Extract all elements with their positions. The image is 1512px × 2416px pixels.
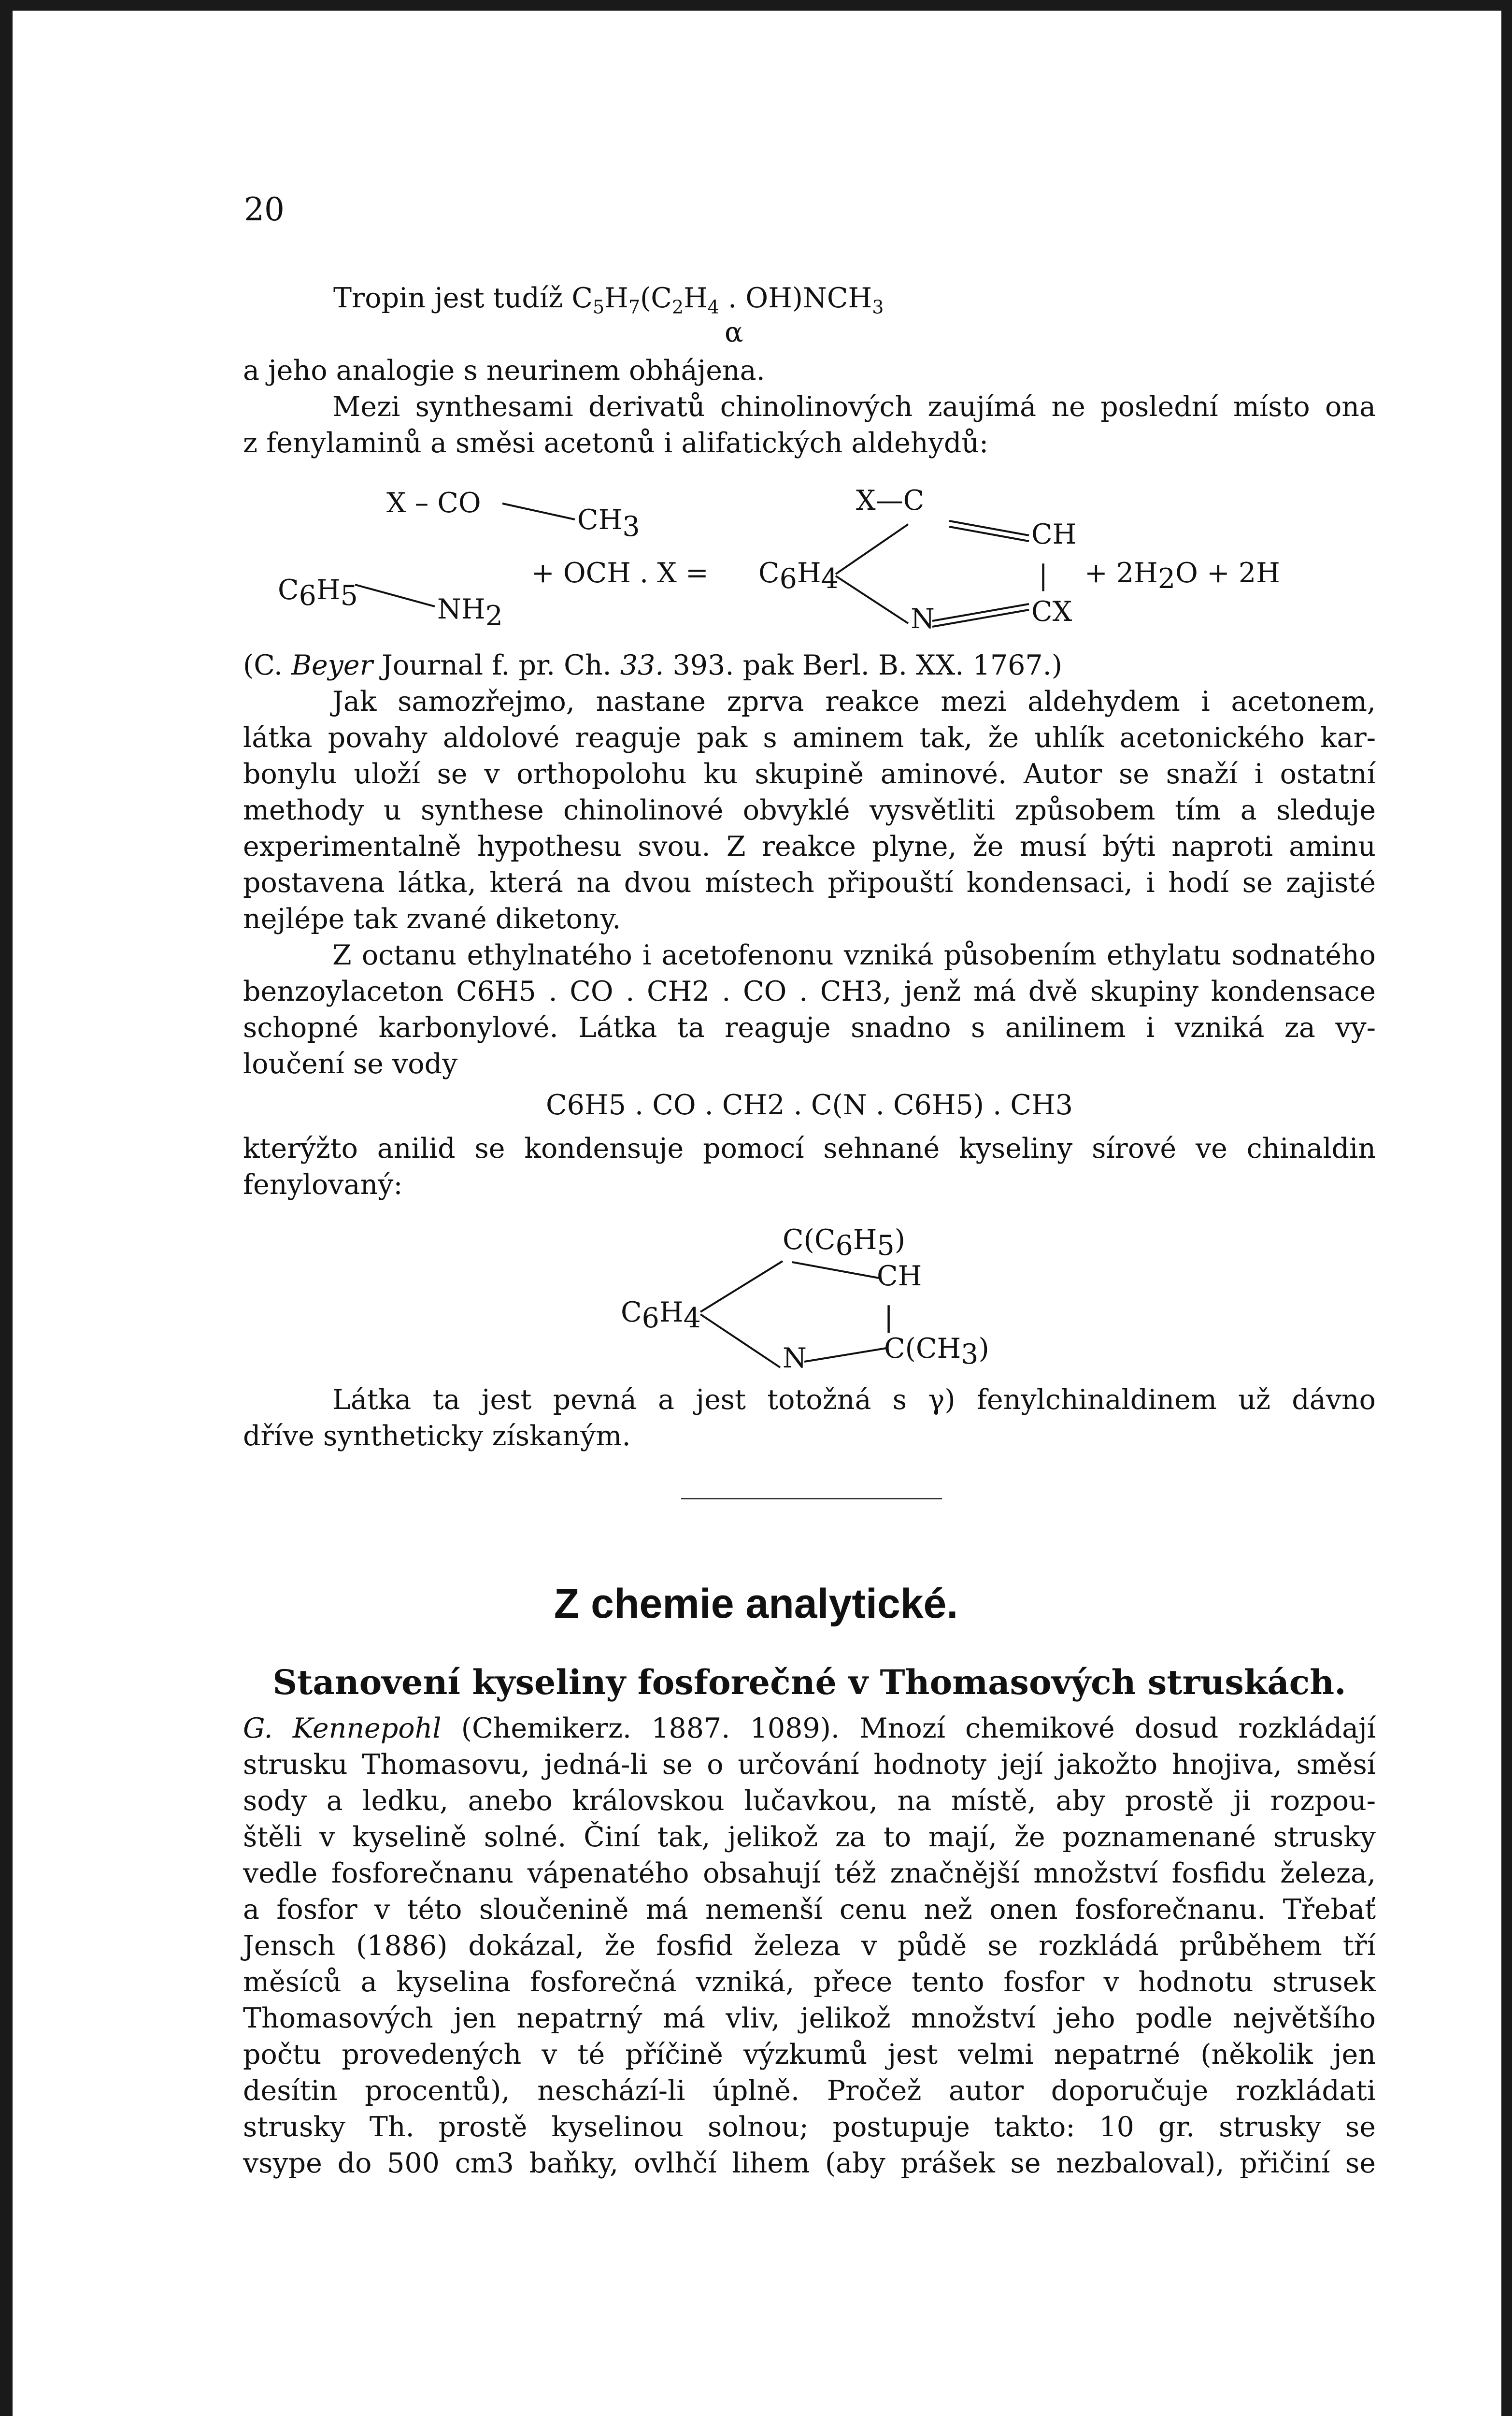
page-number: 20 [244,191,285,228]
latka-line1: Látka ta jest pevná a jest totožná s γ) fenylchinaldinem už dávno [332,1384,1376,1416]
article-first-line [243,1711,1376,1747]
label-c-c6h5: C(C6H5) [783,1224,905,1262]
label-x-co: X – CO [386,487,481,519]
article-line: počtu provedených v té příčině výzkumů jest velmi nepatrné (několik jen [243,2039,1376,2071]
explain-line: experimentalně hypothesu svou. Z reakce plyne, že musí býti naproti aminu [243,831,1376,863]
article-line: sody a ledku, anebo královskou lučavkou, na místě, aby prostě ji rozpou- [243,1785,1376,1817]
bond-c6h4-bottom [700,1314,780,1367]
anilid-line2: fenylovaný: [243,1169,403,1201]
section-title: Z chemie analytické. [554,1581,958,1627]
tropin-formula: $C_5H_7(C_2H_4$ . $OH)NCH_3$ [571,282,884,318]
explain-line: nejlépe tak zvané diketony. [243,903,621,935]
label-c-ch3: C(CH3) [884,1333,989,1370]
article-title: Stanovení kyseliny fosforečné v Thomasových struskách. [272,1662,1346,1702]
label-x-c: X—C [856,485,925,517]
article-line: vedle fosforečnanu vápenatého obsahují též značnější množství fosfidu železa, [243,1857,1376,1889]
explain-line: látka povahy aldolové reaguje pak s aminem tak, že uhlík acetonického kar- [243,722,1376,754]
ref-author: Beyer [291,649,373,681]
anilid-line1: kterýžto anilid se kondensuje pomocí sehnané kyseliny sírové ve chinaldin [243,1133,1376,1165]
tropin-line2: a jeho analogie s neurinem obhájena. [243,355,765,387]
label-c6h4: C6H4 [758,557,839,595]
bond-c-ch [792,1262,879,1278]
ref-journal: Journal f. pr. Ch. [382,649,612,681]
label-cx: CX [1031,596,1072,628]
explain-line: bonylu uloží se v orthopolohu ku skupině aminové. Autor se snaží i ostatní [243,758,1376,790]
article-line: vsype do 500 cm3 baňky, ovlhčí lihem (aby prášek se nezbaloval), přičiní se [243,2147,1376,2179]
label-c6h4: C6H4 [621,1296,701,1334]
article-line: Thomasových jen nepatrný má vliv, jelikož množství jeho podle největšího [243,2002,1376,2034]
article-author: G. Kennepohl [243,1712,442,1744]
article-line: strusky Th. prostě kyselinou solnou; postupuje takto: 10 gr. strusky se [243,2111,1376,2143]
label-c6h5: C6H5 [278,574,358,612]
article-line: měsíců a kyselina fosforečná vzniká, přece tento fosfor v hodnotu strusek [243,1966,1376,1998]
octan-line: benzoylaceton C6H5 . CO . CH2 . CO . CH3, jenž má dvě skupiny kondensace [243,976,1376,1007]
section-divider [681,1498,942,1499]
label-n: N [783,1342,807,1374]
octan-line: schopné karbonylové. Látka ta reaguje snadno s anilinem i vzniká za vy- [243,1012,1376,1044]
label-bar: | [884,1301,894,1333]
label-ch3: CH3 [577,504,640,543]
label-ch: CH [877,1260,922,1292]
ref-rest: 393. pak Berl. B. XX. 1767.) [672,649,1062,681]
ref-volume: 33. [620,649,664,681]
label-plus-och: + OCH . X = [531,557,709,589]
label-ch: CH [1031,518,1077,550]
label-bar: | [1039,560,1048,591]
octan-line: Z octanu ethylnatého i acetofenonu vzniká působením ethylatu sodnatého [332,939,1376,971]
label-n: N [911,603,935,635]
article-line: Jensch (1886) dokázal, že fosfid železa v půdě se rozkládá průběhem tří [243,1930,1376,1962]
synthesis-line1: Mezi synthesami derivatů chinolinových zaujímá ne poslední místo ona [332,391,1376,423]
ref-open: (C. [243,649,283,681]
synthesis-line2: z fenylaminů a směsi acetonů i alifatických aldehydů: [243,427,989,459]
article-ref: (Chemikerz. 1887. 1089). [461,1712,840,1744]
explain-line: postavena látka, která na dvou místech připouští kondensaci, i hodí se zajisté [243,867,1376,899]
bond-c6h4-top [700,1261,783,1312]
latka-line2: dříve syntheticky získaným. [243,1420,631,1452]
octan-line: loučení se vody [243,1048,458,1080]
explain-line: methody u synthese chinolinové obvyklé vysvětliti způsobem tím a sleduje [243,794,1376,826]
formula-anilid: C6H5 . CO . CH2 . C(N . C6H5) . CH3 [546,1089,1073,1121]
bond-n-c [804,1348,886,1362]
label-products: + 2H2O + 2H [1084,557,1280,595]
article-first-line-rest: Mnozí chemikové dosud rozkládají [859,1712,1376,1744]
article-line: a fosfor v této sloučenině má nemenší cenu než onen fosforečnanu. Třebať [243,1894,1376,1926]
article-line: desítin procentů), neschází-li úplně. Pročež autor doporučuje rozkládati [243,2075,1376,2107]
article-line: štěli v kyselině solné. Činí tak, jelikož za to mají, že poznamenané strusky [243,1821,1376,1853]
label-nh2: NH2 [437,593,503,632]
tropin-alpha: α [725,316,743,348]
explain-line: Jak samozřejmo, nastane zprva reakce mezi aldehydem i acetonem, [332,686,1376,718]
tropin-prefix: Tropin jest tudíž [333,282,563,314]
article-line: strusku Thomasovu, jedná-li se o určování hodnoty její jakožto hnojiva, směsí [243,1749,1376,1781]
